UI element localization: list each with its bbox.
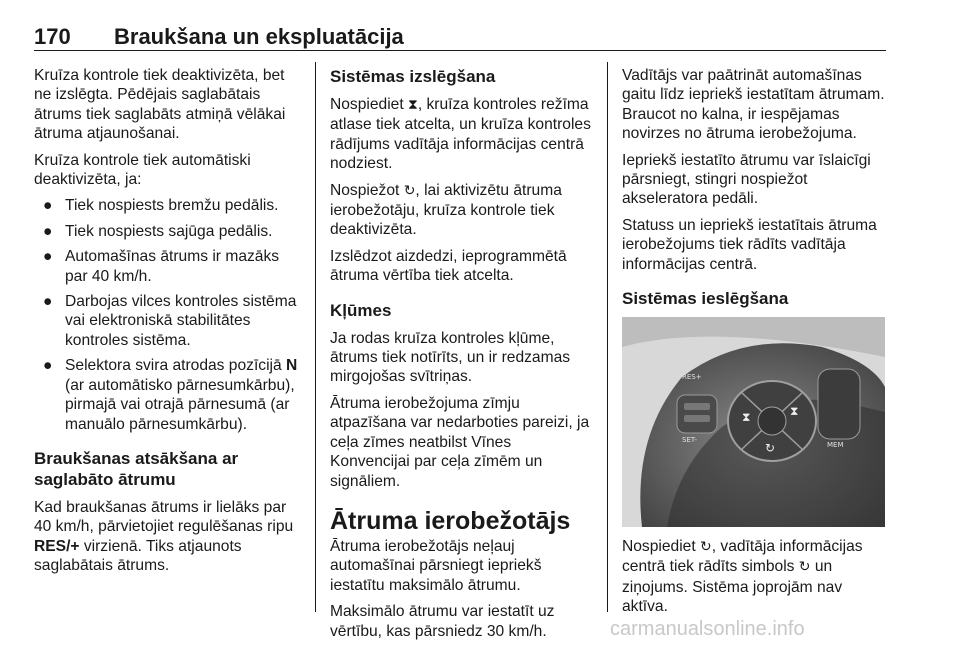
page-title: Braukšana un ekspluatācija bbox=[114, 24, 404, 49]
paragraph: Nospiediet ↻, vadītāja informācijas centrā tiek rādīts simbols ↻ un ziņojums. Sistēma joprojām nav aktīva. bbox=[622, 538, 863, 616]
section-heading: Braukšanas atsākšana ar saglabāto ātrumu bbox=[34, 448, 239, 489]
list-item: ● Tiek nospiests bremžu pedālis. bbox=[43, 197, 279, 215]
speed-limiter-icon: ↻ bbox=[700, 539, 712, 556]
watermark: carmanualsonline.info bbox=[610, 618, 805, 640]
paragraph: Nospiežot ↻, lai aktivizētu ātruma ierobežotāju, kruīza kontrole tiek deaktivizēta. bbox=[330, 181, 562, 239]
paragraph: Ātruma ierobežotājs neļauj automašīnai pārsniegt iepriekš iestatītu maksimālo ātrumu. bbox=[330, 537, 542, 594]
column-divider-1 bbox=[315, 62, 316, 612]
speed-limiter-icon: ↻ bbox=[765, 441, 776, 456]
column-3 bbox=[622, 66, 888, 624]
paragraph: Kad braukšanas ātrums ir lielāks par 40 km/h, pārvietojiet regulēšanas ripu RES/+ virzienā. Tiks atjaunots saglabātais ātrums. bbox=[34, 498, 294, 575]
paragraph: Statuss un iepriekš iestatītais ātruma ierobežojums tiek rādīts vadītāja informācijas centrā. bbox=[622, 216, 877, 273]
figure-label-mem: MEM bbox=[827, 441, 844, 450]
list-item: ● Tiek nospiests sajūga pedālis. bbox=[43, 222, 273, 240]
column-2 bbox=[330, 66, 594, 648]
section-heading: Kļūmes bbox=[330, 300, 392, 320]
steering-wheel-controls-figure bbox=[622, 317, 885, 527]
speed-limiter-icon: ↻ bbox=[403, 182, 416, 199]
list-item: ● Automašīnas ātrums ir mazāks par 40 km/h. bbox=[43, 248, 280, 285]
paragraph: Izslēdzot aizdedzi, ieprogrammētā ātruma vērtība tiek atcelta. bbox=[330, 247, 567, 285]
paragraph: Kruīza kontrole tiek automātiski deaktivizēta, ja: bbox=[34, 151, 251, 189]
cruise-control-icon: ⧗ bbox=[742, 410, 751, 425]
figure-label-res: RES+ bbox=[682, 373, 702, 382]
bullet-list bbox=[34, 196, 300, 433]
mem-button bbox=[818, 369, 860, 439]
paragraph: Vadītājs var paātrināt automašīnas gaitu līdz iepriekš iestatītam ātrumam. Braucot no kalna, ir iespējamas novirzes no ātruma ierobežojuma. bbox=[622, 67, 885, 143]
paragraph: Iepriekš iestatīto ātrumu var īslaicīgi pārsniegt, stingri nospiežot akseleratora pedāli. bbox=[622, 151, 871, 208]
header-rule bbox=[34, 50, 886, 51]
chapter-heading: Ātruma ierobežotājs bbox=[330, 506, 571, 535]
list-item: ● Darbojas vilces kontroles sistēma vai elektroniskā stabilitātes kontroles sistēma. bbox=[43, 293, 297, 349]
page-number: 170 bbox=[34, 24, 71, 49]
list-item: ● Selektora svira atrodas pozīcijā N (ar automātisko pārnesumkārbu), pirmajā vai otrajā pārnesumā (ar manuālo pārnesumkārbu). bbox=[43, 357, 298, 433]
paragraph: Kruīza kontrole tiek deaktivizēta, bet ne izslēgta. Pēdējais saglabātais ātrums tiek saglabāts atmiņā vēlākai ātruma atjaunošanai. bbox=[34, 67, 286, 143]
paragraph: Ātruma ierobežojuma zīmju atpazīšana var nedarboties pareizi, ja ceļa zīmes neatbilst Vīnes Konvencijai par ceļa zīmēm un signāliem. bbox=[330, 394, 590, 490]
paragraph: Ja rodas kruīza kontroles kļūme, ātrums tiek notīrīts, un ir redzamas mirgojošas svītriņas. bbox=[330, 329, 571, 386]
cruise-control-icon: ⧗ bbox=[790, 404, 799, 419]
paragraph: Maksimālo ātrumu var iestatīt uz vērtību, kas pārsniedz 30 km/h. bbox=[330, 603, 555, 640]
paragraph: Nospiediet ⧗, kruīza kontroles režīma atlase tiek atcelta, un kruīza kontroles rādījums vadītāja informācijas centrā nodziest. bbox=[330, 96, 591, 173]
section-heading: Sistēmas izslēgšana bbox=[330, 67, 496, 86]
res-set-thumbwheel bbox=[677, 395, 717, 433]
cruise-control-icon: ⧗ bbox=[408, 97, 418, 113]
column-1 bbox=[34, 66, 300, 583]
column-divider-2 bbox=[607, 62, 608, 612]
speed-limiter-icon: ↻ bbox=[798, 559, 811, 576]
section-heading: Sistēmas ieslēgšana bbox=[622, 289, 789, 309]
figure-label-set: SET- bbox=[682, 436, 698, 445]
